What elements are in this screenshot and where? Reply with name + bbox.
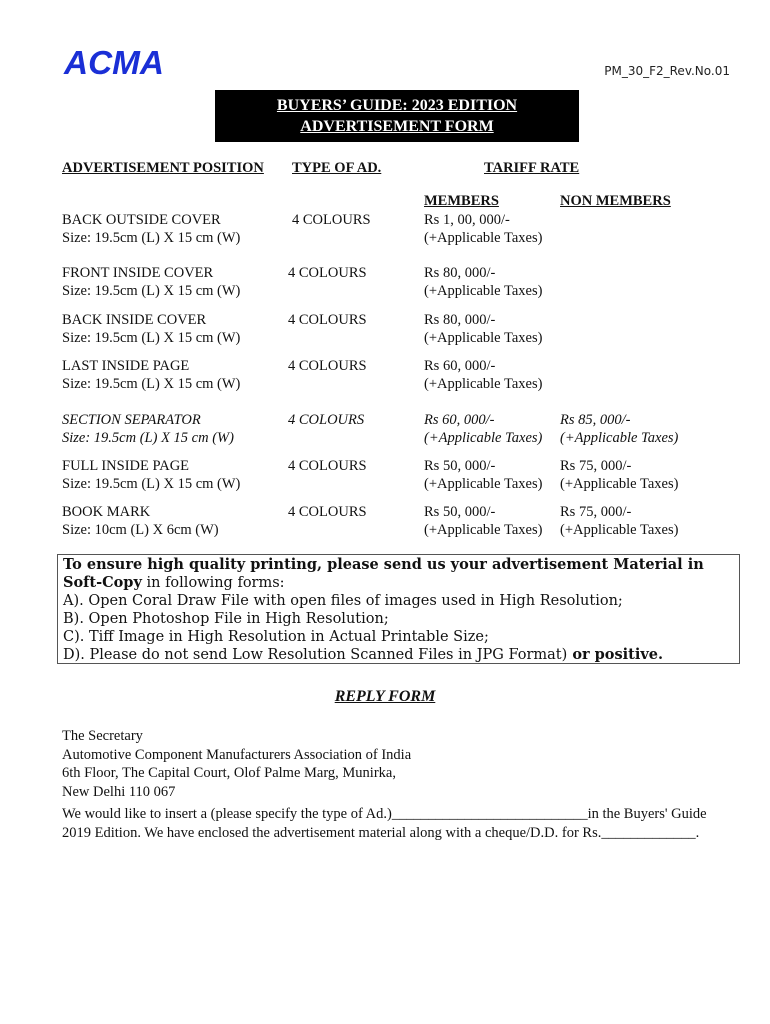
- acma-logo: [62, 44, 166, 78]
- cell-text: BOOK MARK: [62, 504, 151, 520]
- cell-text: (+Applicable Taxes): [424, 330, 543, 346]
- cell-position: [62, 503, 219, 539]
- logo-text: ACMA: [62, 44, 164, 78]
- cell-text: Rs 80, 000/-: [424, 265, 496, 281]
- cell-text: (+Applicable Taxes): [560, 522, 679, 538]
- cell-text: Rs 80, 000/-: [424, 312, 496, 328]
- cell-text: (+Applicable Taxes): [560, 476, 679, 492]
- cell-text: Rs 50, 000/-: [424, 458, 496, 474]
- note-lead-bold: To ensure high quality printing, please send us your advertisement Material in Soft-Copy: [63, 556, 704, 591]
- note-lead-rest: in following forms:: [141, 575, 285, 591]
- cell-text: Rs 75, 000/-: [560, 504, 632, 520]
- cell-member-rate: [424, 311, 542, 347]
- note-item-d: D). Please do not send Low Resolution Scanned Files in JPG Format): [63, 647, 568, 663]
- reply-paragraph: [62, 805, 707, 842]
- cell-text: Rs 60, 000/-: [424, 358, 496, 374]
- cell-text: 4 COLOURS: [292, 212, 371, 228]
- cell-text: Rs 75, 000/-: [560, 458, 632, 474]
- cell-text: BACK OUTSIDE COVER: [62, 212, 221, 228]
- cell-type: [288, 357, 367, 375]
- cell-member-rate: [424, 503, 542, 539]
- cell-text: Size: 19.5cm (L) X 15 cm (W): [62, 330, 241, 346]
- cell-text: Size: 19.5cm (L) X 15 cm (W): [62, 230, 241, 246]
- table-row: [62, 457, 742, 497]
- cell-non-member-rate: [560, 457, 678, 493]
- cell-type: [292, 211, 371, 229]
- cell-type: [288, 411, 364, 429]
- cell-member-rate: [424, 411, 542, 447]
- cell-position: [62, 357, 240, 393]
- cell-text: 4 COLOURS: [288, 412, 365, 428]
- cell-text: (+Applicable Taxes): [560, 430, 679, 446]
- cell-non-member-rate: [560, 411, 678, 447]
- table-row: [62, 311, 742, 351]
- cell-text: Rs 1, 00, 000/-: [424, 212, 510, 228]
- cell-position: [62, 457, 240, 493]
- cell-text: SECTION SEPARATOR: [62, 412, 201, 428]
- cell-non-member-rate: [560, 503, 678, 539]
- cell-text: (+Applicable Taxes): [424, 522, 543, 538]
- header-members: MEMBERS: [424, 193, 499, 209]
- cell-text: Rs 60, 000/-: [424, 412, 495, 428]
- cell-type: [288, 457, 367, 475]
- cell-text: LAST INSIDE PAGE: [62, 358, 190, 374]
- cell-text: BACK INSIDE COVER: [62, 312, 207, 328]
- cell-type: [288, 311, 367, 329]
- cell-member-rate: [424, 211, 542, 247]
- cell-text: 4 COLOURS: [288, 458, 367, 474]
- table-row: [62, 411, 742, 451]
- cell-member-rate: [424, 264, 542, 300]
- cell-text: (+Applicable Taxes): [424, 376, 543, 392]
- form-title: [215, 90, 579, 142]
- address-line: Automotive Component Manufacturers Association of India: [62, 746, 412, 763]
- reply-paragraph-line-1: We would like to insert a (please specify the type of Ad.)___________________________in the Buyers' Guide: [62, 806, 707, 822]
- header-type: TYPE OF AD.: [292, 160, 382, 176]
- cell-member-rate: [424, 457, 542, 493]
- table-row: [62, 357, 742, 397]
- cell-text: (+Applicable Taxes): [424, 283, 543, 299]
- cell-text: 4 COLOURS: [288, 504, 367, 520]
- cell-text: Size: 19.5cm (L) X 15 cm (W): [62, 430, 234, 446]
- title-line-1: BUYERS’ GUIDE: 2023 EDITION: [276, 97, 518, 114]
- cell-text: 4 COLOURS: [288, 358, 367, 374]
- header-tariff: TARIFF RATE: [484, 160, 580, 176]
- note-item-a: A). Open Coral Draw File with open files of images used in High Resolution;: [63, 593, 623, 609]
- cell-position: [62, 311, 240, 347]
- address-line: 6th Floor, The Capital Court, Olof Palme Marg, Munirka,: [62, 765, 396, 781]
- cell-text: FULL INSIDE PAGE: [62, 458, 190, 474]
- cell-position: [62, 211, 240, 247]
- form-id: PM_30_F2_Rev.No.01: [604, 64, 730, 78]
- reply-form-title: REPLY FORM: [334, 688, 436, 705]
- address-line: New Delhi 110 067: [62, 783, 176, 800]
- cell-text: Rs 50, 000/-: [424, 504, 496, 520]
- cell-text: Size: 19.5cm (L) X 15 cm (W): [62, 283, 241, 299]
- cell-text: FRONT INSIDE COVER: [62, 265, 214, 281]
- address-block: [62, 727, 411, 801]
- cell-text: (+Applicable Taxes): [424, 476, 543, 492]
- title-line-2: ADVERTISEMENT FORM: [300, 118, 494, 135]
- table-row: [62, 264, 742, 304]
- note-item-d-bold: or positive.: [567, 646, 664, 663]
- cell-text: Rs 85, 000/-: [560, 412, 631, 428]
- header-non-members: NON MEMBERS: [560, 193, 671, 209]
- cell-text: (+Applicable Taxes): [424, 230, 543, 246]
- cell-type: [288, 503, 367, 521]
- note-item-c: C). Tiff Image in High Resolution in Actual Printable Size;: [63, 629, 489, 645]
- table-row: [62, 503, 742, 543]
- cell-position: [62, 411, 234, 447]
- cell-text: 4 COLOURS: [288, 265, 367, 281]
- address-line: The Secretary: [62, 728, 143, 744]
- note-item-b: B). Open Photoshop File in High Resolution;: [63, 611, 389, 627]
- cell-position: [62, 264, 240, 300]
- cell-text: 4 COLOURS: [288, 312, 367, 328]
- reply-paragraph-line-2: 2019 Edition. We have enclosed the advertisement material along with a cheque/D.D. for Rs._____________.: [62, 824, 700, 841]
- cell-member-rate: [424, 357, 542, 393]
- header-position: ADVERTISEMENT POSITION: [62, 160, 264, 176]
- table-row: [62, 211, 742, 251]
- printing-note: [57, 554, 740, 664]
- cell-type: [288, 264, 367, 282]
- cell-text: Size: 19.5cm (L) X 15 cm (W): [62, 476, 241, 492]
- cell-text: Size: 19.5cm (L) X 15 cm (W): [62, 376, 241, 392]
- cell-text: (+Applicable Taxes): [424, 430, 543, 446]
- cell-text: Size: 10cm (L) X 6cm (W): [62, 522, 219, 538]
